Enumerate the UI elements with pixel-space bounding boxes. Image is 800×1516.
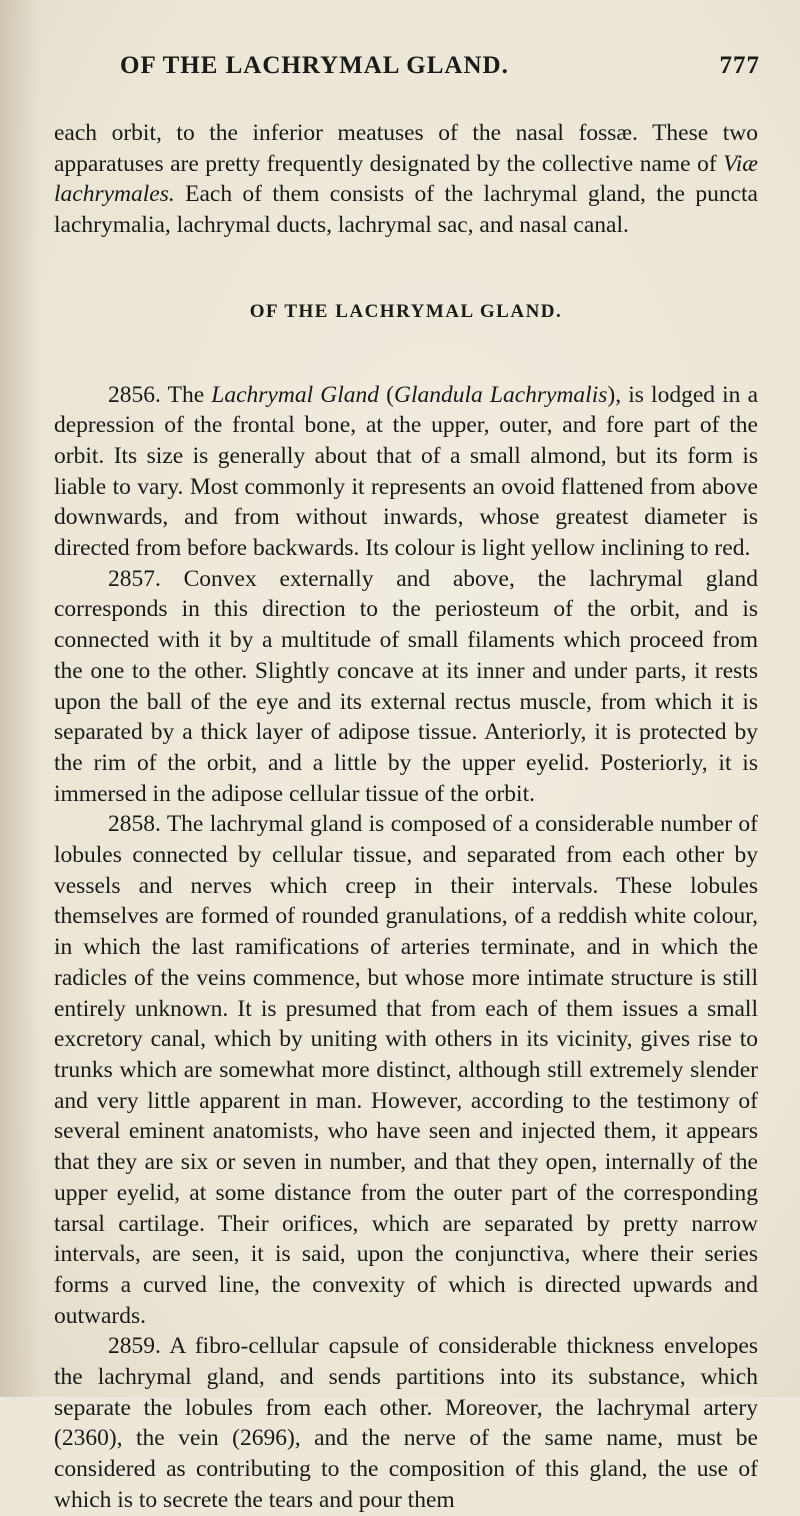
paragraph-number: 2858. bbox=[108, 811, 161, 838]
intro-italic-term: Viæ lachrymales. bbox=[54, 150, 758, 208]
intro-text-2: Each of them consists of the lachrymal gland, the puncta lachrymalia, lachrymal ducts, lachrymal sac, and nasal canal. bbox=[54, 181, 758, 239]
section-heading: OF THE LACHRYMAL GLAND. bbox=[249, 300, 563, 322]
paragraph-text: ), is lodged in a depression of the frontal bone, at the upper, outer, and fore part of the orbit. Its size is generally about that of a small almond, but its form is liable to vary. Most commonly it represents an ovoid flattened from above downwards, and from without inwards, whose greatest diameter is directed from before backwards. Its colour is light yellow inclining to red. bbox=[54, 381, 758, 562]
paragraph-text: A fibro-cellular capsule of considerable thickness envelopes the lachrymal gland, and sends partitions into its substance, which separate the lobules from each other. Moreover, the lachrymal artery (2360), the vein (2696), and the nerve of the same name, must be considered as contributing to the composition of this gland, the use of which is to secrete the tears and pour them bbox=[54, 1333, 758, 1513]
paragraph-italic: Glandula Lachrymalis bbox=[393, 381, 608, 408]
intro-paragraph bbox=[54, 118, 758, 241]
paragraph-2859 bbox=[54, 1331, 758, 1515]
paragraph-text: The bbox=[160, 381, 212, 408]
paragraph-number: 2856. bbox=[108, 381, 161, 408]
paragraph-2856 bbox=[54, 380, 758, 564]
paragraph-2857 bbox=[54, 564, 758, 810]
body-text bbox=[54, 118, 758, 1516]
intro-text-1: each orbit, to the inferior meatuses of the nasal fossæ. These two apparatuses are pretty frequently designated by the collective name of bbox=[54, 120, 758, 177]
running-title: OF THE LACHRYMAL GLAND. bbox=[120, 52, 509, 79]
paragraph-italic: Lachrymal Gland bbox=[211, 381, 379, 408]
paragraph-text: Convex externally and above, the lachrymal gland corresponds in this direction to the periosteum of the orbit, and is connected with it by a multitude of small filaments which proceed from the one to the other. Slightly concave at its inner and under parts, it rests upon the ball of the eye and its external rectus muscle, from which it is separated by a thick layer of adipose tissue. Anteriorly, it is protected by the rim of the orbit, and a little by the upper eyelid. Posteriorly, it is immersed in the adipose cellular tissue of the orbit. bbox=[54, 565, 758, 807]
paragraph-2858 bbox=[54, 809, 758, 1331]
paragraph-text: ( bbox=[379, 381, 394, 408]
page-number: 777 bbox=[719, 52, 760, 79]
paragraph-number: 2859. bbox=[108, 1333, 161, 1360]
running-head bbox=[120, 52, 760, 92]
paragraph-text: The lachrymal gland is composed of a considerable number of lobules connected by cellular tissue, and separated from each other by vessels and nerves which creep in their intervals. These lobules themselves are formed of rounded granulations, of a reddish white colour, in which the last ramifications of arteries terminate, and in which the radicles of the veins commence, but whose more intimate structure is still entirely unknown. It is presumed that from each of them issues a small excretory canal, which by uniting with others in its vicinity, gives rise to trunks which are somewhat more distinct, although still extremely slender and very little apparent in man. However, according to the testimony of several eminent anatomists, who have seen and injected them, it appears that they are six or seven in number, and that they open, internally of the upper eyelid, at some distance from the outer part of the corresponding tarsal cartilage. Their orifices, which are separated by pretty narrow intervals, are seen, it is said, upon the conjunctiva, where their series forms a curved line, the convexity of which is directed upwards and outwards. bbox=[54, 811, 758, 1329]
page-edge-shadow bbox=[0, 0, 40, 1397]
paragraph-number: 2857. bbox=[108, 565, 161, 592]
